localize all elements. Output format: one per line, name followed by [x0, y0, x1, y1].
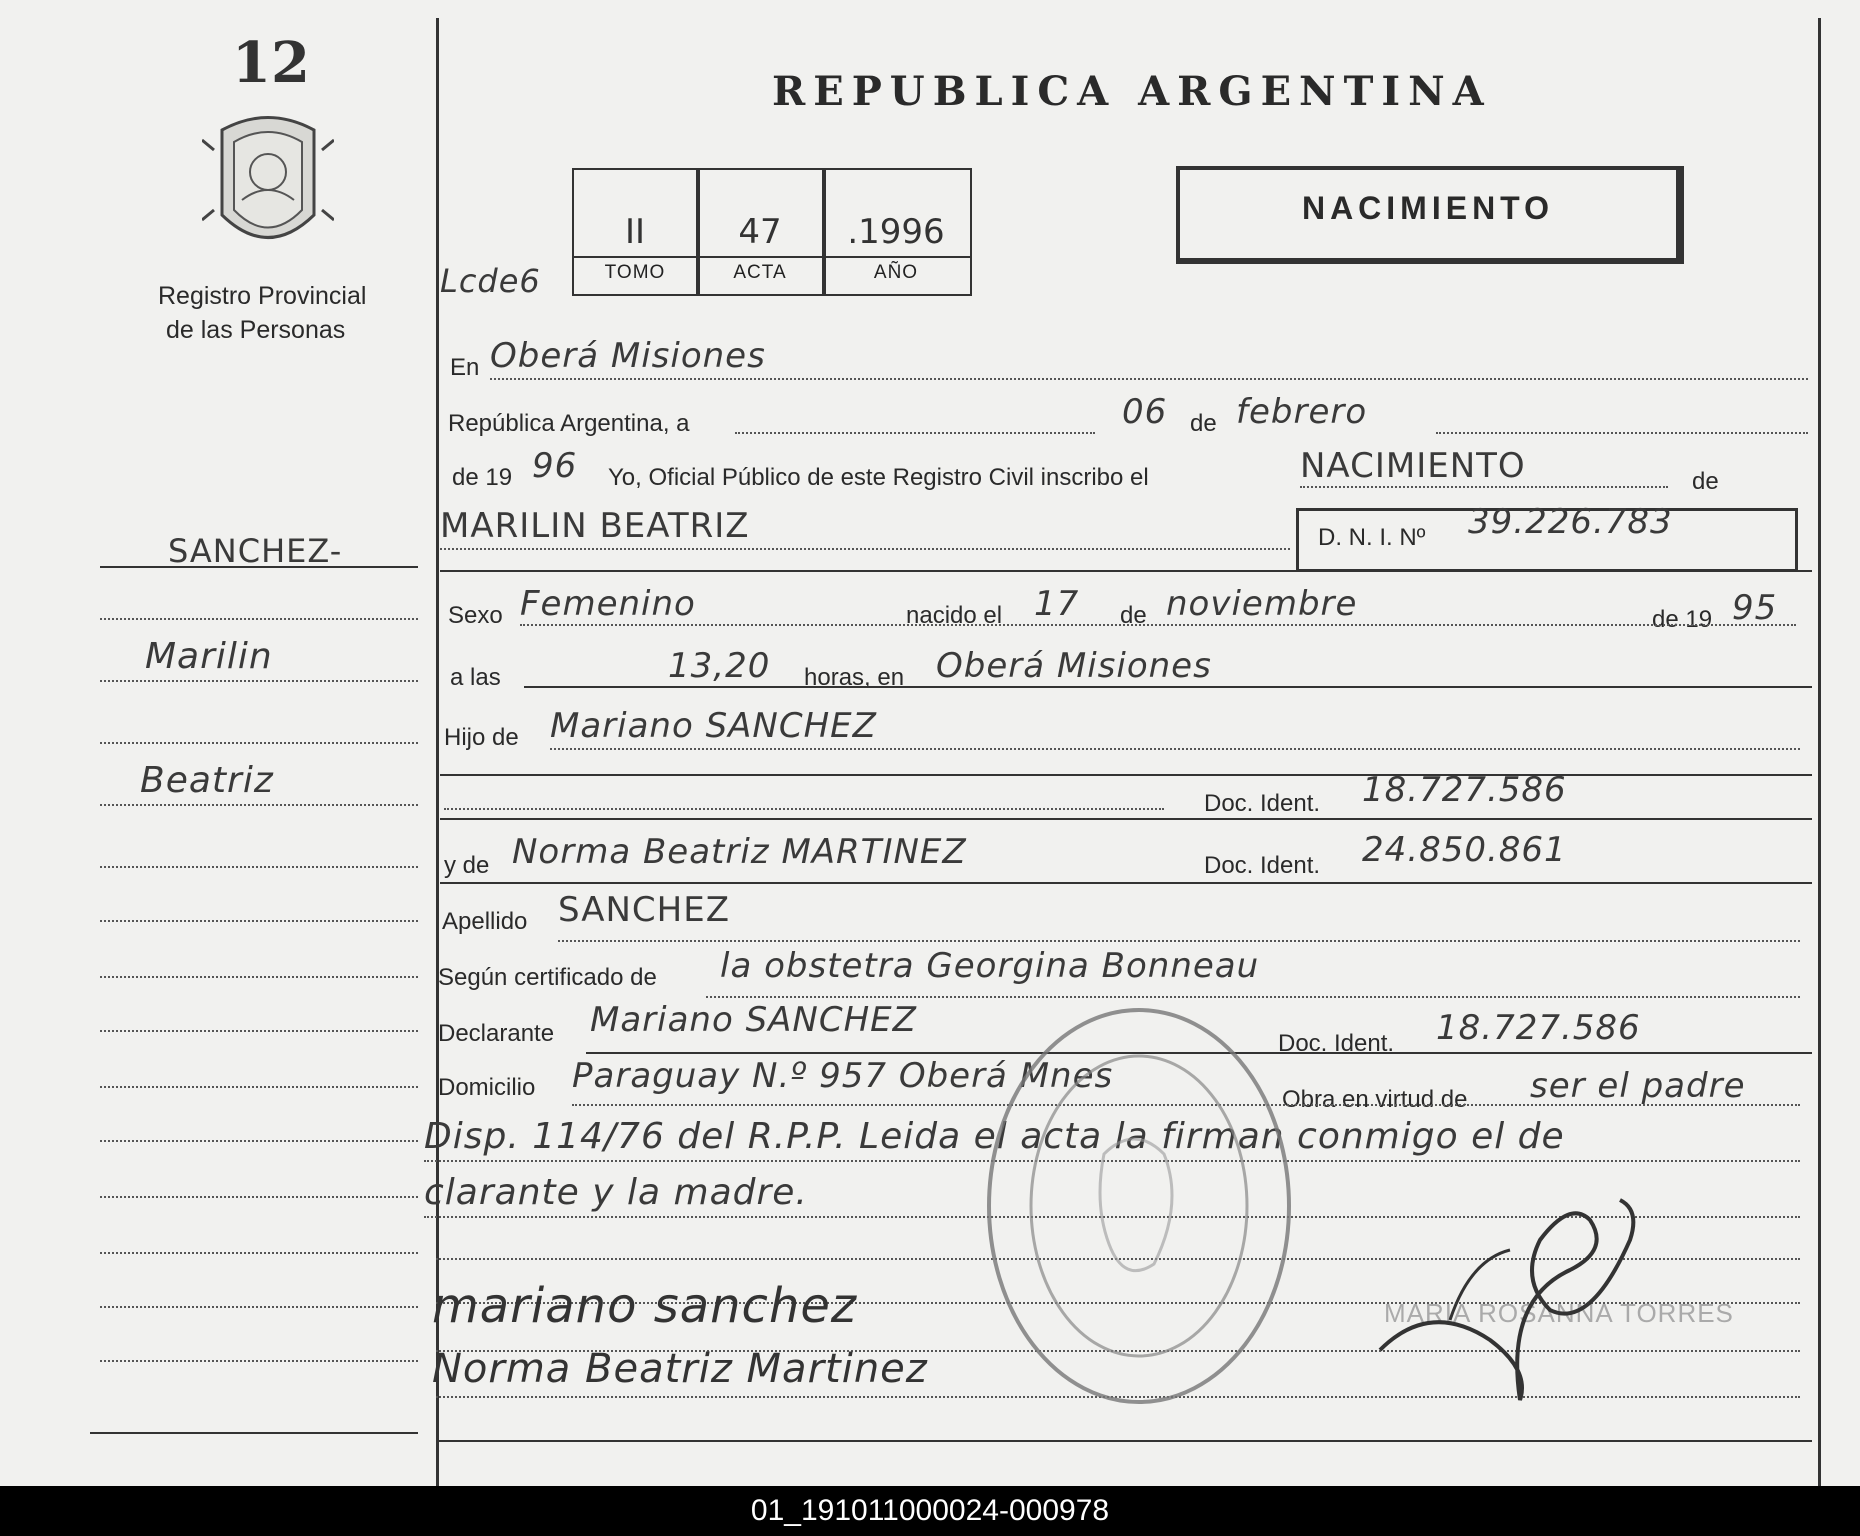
alas-label: a las	[450, 664, 501, 691]
fill-line	[444, 808, 1164, 810]
row-rule	[440, 818, 1812, 820]
de1995-label: de 19	[1652, 606, 1713, 633]
mother-doc: 24.850.861	[1362, 830, 1567, 870]
margin-line	[100, 742, 418, 744]
certificado-value: la obstetra Georgina Bonneau	[720, 946, 1260, 986]
day-value: 06	[1122, 392, 1168, 432]
de-end-label: de	[1692, 468, 1719, 495]
margin-line	[100, 1030, 418, 1032]
fill-line	[440, 548, 1290, 550]
yo-label: Yo, Oficial Público de este Registro Civil inscribo el	[608, 464, 1149, 491]
obra-label: Obra en virtud de	[1282, 1086, 1468, 1113]
margin-surname: SANCHEZ-	[168, 532, 343, 570]
declarante-value: Mariano SANCHEZ	[590, 1000, 917, 1040]
country-title: REPUBLICA ARGENTINA	[772, 68, 1492, 115]
acta-value: 47	[738, 212, 782, 252]
index-label-divider	[572, 256, 970, 258]
right-border	[1818, 18, 1821, 1486]
en-label: En	[450, 354, 480, 381]
hour-value: 13,20	[668, 646, 771, 686]
mother-signature: Norma Beatriz Martinez	[432, 1346, 928, 1392]
sexo-label: Sexo	[448, 602, 503, 629]
fill-line	[550, 748, 1800, 750]
nacido-label: nacido el	[906, 602, 1003, 629]
birth-year: 95	[1732, 588, 1778, 628]
page-number: 12	[232, 30, 310, 96]
horas-label: horas, en	[804, 664, 905, 691]
margin-line	[100, 618, 418, 620]
note-line1: Disp. 114/76 del R.P.P. Leida el acta la firman conmigo el de	[424, 1116, 1565, 1157]
tomo-label: TOMO	[604, 262, 666, 283]
mother-name: Norma Beatriz MARTINEZ	[512, 832, 967, 872]
officer-stamp: MARIA ROSANNA TORRES	[1384, 1298, 1734, 1328]
margin-rule	[100, 566, 418, 568]
segun-label: Según certificado de	[438, 964, 657, 991]
declarante-label: Declarante	[438, 1020, 555, 1047]
mother-doc-label: Doc. Ident.	[1204, 852, 1321, 879]
act-written: NACIMIENTO	[1300, 446, 1526, 486]
fill-line	[558, 940, 1800, 942]
margin-line	[100, 804, 418, 806]
margin-line	[100, 976, 418, 978]
row-rule	[436, 1440, 1812, 1442]
province-seal-icon	[202, 110, 334, 260]
margin-line	[100, 1306, 418, 1308]
birth-day: 17	[1034, 584, 1080, 624]
row-rule	[440, 570, 1812, 572]
father-doc-label: Doc. Ident.	[1204, 790, 1321, 817]
column-divider	[436, 18, 439, 1486]
year-value: 96	[532, 446, 578, 486]
place-value: Oberá Misiones	[490, 336, 766, 376]
margin-line	[100, 1140, 418, 1142]
obra-value: ser el padre	[1530, 1066, 1746, 1106]
tomo-value: II	[624, 212, 646, 252]
domicilio-value: Paraguay N.º 957 Oberá Mnes	[572, 1056, 1114, 1096]
father-doc: 18.727.586	[1362, 770, 1567, 810]
yde-label: y de	[444, 852, 490, 879]
margin-line	[100, 1360, 418, 1362]
margin-line	[100, 1196, 418, 1198]
fill-line	[1436, 432, 1808, 434]
file-id-footer: 01_191011000024-000978	[0, 1486, 1860, 1536]
margin-line	[100, 866, 418, 868]
father-signature: mariano sanchez	[432, 1278, 858, 1334]
row-rule	[524, 686, 1812, 688]
dni-value: 39.226.783	[1468, 502, 1673, 542]
father-name: Mariano SANCHEZ	[550, 706, 877, 746]
fill-line	[520, 624, 1796, 626]
margin-line	[100, 680, 418, 682]
officer-signature-icon	[1370, 1180, 1660, 1410]
margin-rule	[90, 1432, 418, 1434]
declarante-doc-label: Doc. Ident.	[1278, 1030, 1395, 1057]
declarante-doc: 18.727.586	[1436, 1008, 1641, 1048]
row-rule	[440, 882, 1812, 884]
fill-line	[490, 378, 1808, 380]
month-value: febrero	[1236, 392, 1368, 432]
registry-name-line2: de las Personas	[166, 316, 346, 344]
birth-place: Oberá Misiones	[936, 646, 1212, 686]
note-line2: clarante y la madre.	[424, 1172, 808, 1213]
margin-line	[100, 1252, 418, 1254]
apellido-value: SANCHEZ	[558, 890, 730, 930]
fill-line	[706, 996, 1800, 998]
birth-month: noviembre	[1166, 584, 1358, 624]
row-rule	[440, 774, 1812, 776]
margin-line	[100, 920, 418, 922]
acta-label: ACTA	[733, 262, 787, 283]
margin-name2: Beatriz	[140, 760, 274, 801]
anio-label: AÑO	[873, 262, 919, 283]
margin-line	[100, 1086, 418, 1088]
fill-line	[1300, 486, 1668, 488]
official-stamp-icon	[984, 1004, 1294, 1408]
de2-label: de	[1120, 602, 1147, 629]
margin-name1: Marilin	[145, 636, 273, 677]
child-name: MARILIN BEATRIZ	[440, 506, 750, 546]
act-type-title: NACIMIENTO	[1301, 190, 1555, 226]
hijo-label: Hijo de	[444, 724, 519, 751]
sexo-value: Femenino	[520, 584, 696, 624]
de-label: de	[1190, 410, 1217, 437]
fill-line	[735, 432, 1095, 434]
de19-label: de 19	[452, 464, 513, 491]
registry-name-line1: Registro Provincial	[158, 282, 367, 310]
margin-note: Lcde6	[440, 262, 541, 300]
anio-value: .1996	[847, 212, 945, 252]
republica-label: República Argentina, a	[448, 410, 690, 437]
domicilio-label: Domicilio	[438, 1074, 536, 1101]
dni-label: D. N. I. Nº	[1318, 524, 1426, 551]
apellido-label: Apellido	[442, 908, 528, 935]
